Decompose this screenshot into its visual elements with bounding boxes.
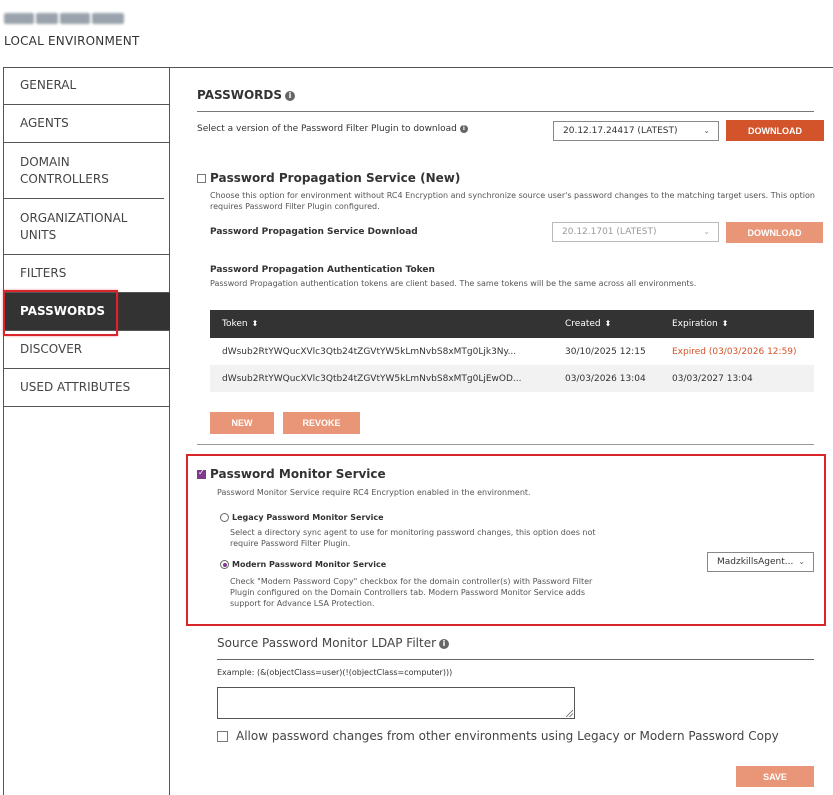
column-created-label: Created: [565, 319, 601, 329]
sidebar-item-discover[interactable]: [4, 331, 170, 369]
section-divider: [197, 444, 814, 445]
table-header: [210, 310, 814, 338]
chevron-down-icon: ⌄: [703, 227, 710, 236]
info-icon[interactable]: i: [439, 639, 449, 649]
sidebar-item-label: DISCOVER: [20, 342, 83, 356]
allow-changes-checkbox[interactable]: [217, 731, 228, 742]
legacy-title: Legacy Password Monitor Service: [232, 513, 384, 522]
plugin-version-label: [197, 124, 468, 134]
sidebar-item-organizational-units[interactable]: [4, 199, 170, 255]
plugin-version-label-text: Select a version of the Password Filter Plugin to download: [197, 124, 457, 134]
sidebar-item-domain-controllers[interactable]: [4, 143, 164, 199]
sidebar-item-label: ORGANIZATIONAL UNITS: [20, 210, 128, 242]
propagation-service-option: [197, 171, 460, 185]
plugin-version-value: 20.12.17.24417 (LATEST): [563, 126, 678, 136]
column-expiration-label: Expiration: [672, 319, 718, 329]
sidebar-item-used-attributes[interactable]: [4, 369, 170, 407]
legacy-description: Select a directory sync agent to use for monitoring password changes, this option does not require Password Filter Plugin.: [230, 528, 596, 548]
token-cell: dWsub2RtYWQucXVlc3Qtb24tZGVtYW5kLmNvbS8xMTg0LjEwOD...: [222, 373, 522, 384]
column-token[interactable]: [222, 319, 258, 329]
column-created[interactable]: [565, 319, 611, 329]
ldap-filter-textarea[interactable]: [217, 687, 575, 719]
section-divider: [197, 111, 814, 112]
download-propagation-button[interactable]: DOWNLOAD: [726, 222, 823, 243]
sort-icon: ⬍: [251, 319, 259, 328]
sidebar-item-label: FILTERS: [20, 266, 67, 280]
monitor-description: Password Monitor Service require RC4 Encryption enabled in the environment.: [217, 488, 531, 497]
monitor-title: Password Monitor Service: [210, 467, 386, 481]
expiration-cell: 03/03/2027 13:04: [672, 373, 753, 384]
section-divider: [217, 659, 814, 660]
chevron-down-icon: ⌄: [703, 126, 710, 135]
modern-monitor-option: [220, 560, 386, 569]
propagation-description: Choose this option for environment without RC4 Encryption and synchronize source user's password changes to the matching target users. This option requires Password Filter Plugin configured.: [210, 191, 815, 211]
legacy-monitor-option: [220, 513, 384, 522]
sort-icon: ⬍: [721, 319, 729, 328]
modern-title: Modern Password Monitor Service: [232, 560, 387, 569]
created-cell: 03/03/2026 13:04: [565, 373, 646, 384]
created-cell: 30/10/2025 12:15: [565, 346, 646, 357]
blurred-environment-name: [4, 9, 126, 23]
propagation-download-title: Password Propagation Service Download: [210, 227, 418, 237]
allow-changes-label: Allow password changes from other environments using Legacy or Modern Password Copy: [236, 729, 779, 743]
sidebar-item-label: PASSWORDS: [20, 304, 106, 318]
info-icon[interactable]: i: [285, 91, 295, 101]
token-table: [210, 310, 814, 392]
column-token-label: Token: [222, 319, 248, 329]
token-title: Password Propagation Authentication Token: [210, 265, 435, 275]
chevron-down-icon: ⌄: [798, 557, 805, 566]
sidebar-item-label: AGENTS: [20, 116, 69, 130]
agent-select-value: MadzkillsAgent...: [717, 557, 794, 567]
ldap-filter-title: [217, 636, 449, 650]
save-button[interactable]: SAVE: [736, 766, 814, 787]
ldap-example: Example: (&(objectClass=user)(!(objectClass=computer))): [217, 668, 453, 677]
sidebar-item-label: USED ATTRIBUTES: [20, 380, 131, 394]
active-item-highlight: [3, 290, 118, 336]
sidebar-item-label: GENERAL: [20, 78, 77, 92]
resize-handle-icon[interactable]: [566, 710, 573, 717]
legacy-radio[interactable]: [220, 513, 229, 522]
modern-radio[interactable]: [220, 560, 229, 569]
modern-description: Check "Modern Password Copy" checkbox for the domain controller(s) with Password Filter Plugin configured on the Domain Controllers tab. Modern Password Monitor Service adds support for Advance LSA Protection.: [230, 577, 593, 608]
propagation-version-value: 20.12.1701 (LATEST): [562, 227, 657, 237]
ldap-filter-title-text: Source Password Monitor LDAP Filter: [217, 636, 437, 650]
expiration-cell-expired: Expired (03/03/2026 12:59): [672, 346, 797, 357]
column-expiration[interactable]: [672, 319, 728, 329]
new-token-button[interactable]: NEW: [210, 412, 274, 434]
plugin-version-select[interactable]: [553, 121, 719, 141]
token-cell: dWsub2RtYWQucXVlc3Qtb24tZGVtYW5kLmNvbS8xMTg0Ljk3Ny...: [222, 346, 517, 357]
download-plugin-button[interactable]: DOWNLOAD: [726, 120, 824, 141]
propagation-checkbox[interactable]: [197, 174, 206, 183]
propagation-title: Password Propagation Service (New): [210, 171, 461, 185]
monitor-service-option: [197, 467, 386, 481]
allow-changes-option: [217, 729, 779, 743]
table-row[interactable]: [210, 365, 814, 392]
propagation-version-select[interactable]: [552, 222, 719, 242]
agent-select[interactable]: [707, 552, 814, 572]
environment-title: LOCAL ENVIRONMENT: [4, 34, 140, 48]
monitor-checkbox[interactable]: [197, 470, 206, 479]
page-title: [197, 88, 295, 102]
table-row[interactable]: [210, 338, 814, 365]
sort-icon: ⬍: [604, 319, 612, 328]
sidebar-item-general[interactable]: [4, 67, 170, 105]
sidebar: [3, 67, 170, 795]
sidebar-item-agents[interactable]: [4, 105, 170, 143]
sidebar-item-label: DOMAIN CONTROLLERS: [20, 154, 109, 186]
page-title-text: PASSWORDS: [197, 88, 283, 102]
info-icon[interactable]: i: [460, 125, 468, 133]
sidebar-item-filters[interactable]: [4, 255, 170, 293]
token-description: Password Propagation authentication tokens are client based. The same tokens will be the same across all environments.: [210, 279, 697, 288]
revoke-token-button[interactable]: REVOKE: [283, 412, 360, 434]
